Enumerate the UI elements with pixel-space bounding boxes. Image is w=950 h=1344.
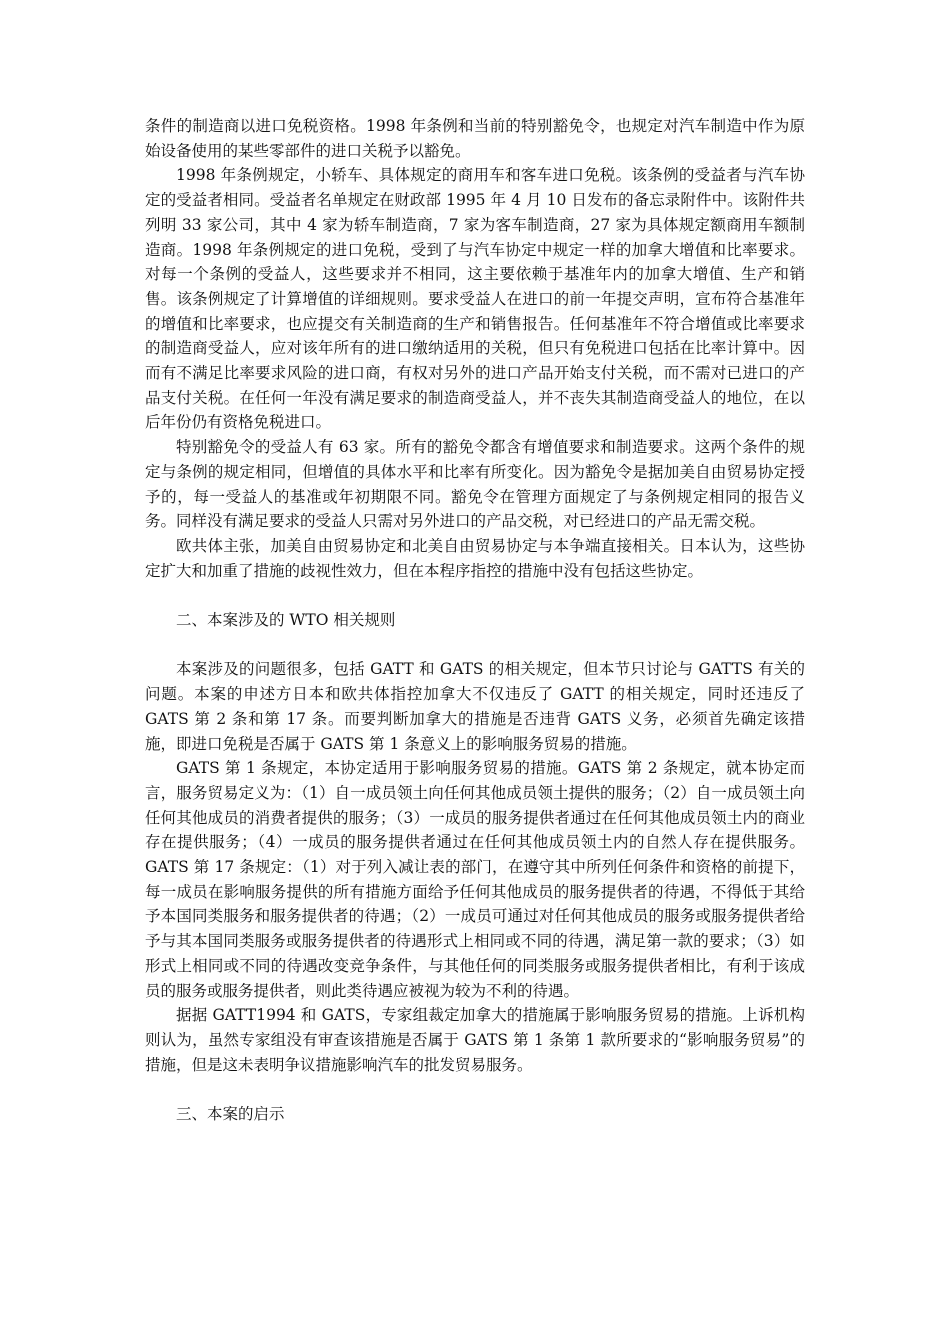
section-heading-implications: 三、本案的启示: [176, 1105, 285, 1124]
paragraph-continuation: 条件的制造商以进口免税资格。1998 年条例和当前的特别豁免令，也规定对汽车制造中作为原始设备使用的某些零部件的进口关税予以豁免。: [145, 117, 805, 160]
paragraph-panel-ruling: 据据 GATT1994 和 GATS，专家组裁定加拿大的措施属于影响服务贸易的措施。上诉机构则认为，虽然专家组没有审查该措施是否属于 GATS 第 1 条第 1 款所要求的“影响服务贸易”的措施，但是这未表明争议措施影响汽车的批发贸易服务。: [145, 1006, 805, 1074]
paragraph-1998-regulation: 1998 年条例规定，小轿车、具体规定的商用车和客车进口免税。该条例的受益者与汽车协定的受益者相同。受益者名单规定在财政部 1995 年 4 月 10 日发布的备忘录附件中。该附件共列明 33 家公司，其中 4 家为轿车制造商，7 家为客车制造商，27 家为具体规定额商用车额制造商。1998 年条例规定的进口免税，受到了与汽车协定中规定一样的加拿大增值和比率要求。对每一个条例的受益人，这些要求并不相同，这主要依赖于基准年内的加拿大增值、生产和销售。该条例规定了计算增值的详细规则。要求受益人在进口的前一年提交声明，宣布符合基准年的增值和比率要求，也应提交有关制造商的生产和销售报告。任何基准年不符合增值或比率要求的制造商受益人，应对该年所有的进口缴纳适用的关税，但只有免税进口包括在比率计算中。因而有不满足比率要求风险的进口商，有权对另外的进口产品开始支付关税，而不需对已进口的产品支付关税。在任何一年没有满足要求的制造商受益人，并不丧失其制造商受益人的地位，在以后年份仍有资格免税进口。: [145, 166, 805, 432]
paragraph-ec-japan-position: 欧共体主张，加美自由贸易协定和北美自由贸易协定与本争端直接相关。日本认为，这些协定扩大和加重了措施的歧视性效力，但在本程序指控的措施中没有包括这些协定。: [145, 536, 805, 580]
spacer: [145, 1077, 805, 1102]
paragraph-gats-issues: 本案涉及的问题很多，包括 GATT 和 GATS 的相关规定，但本节只讨论与 GATTS 有关的问题。本案的申述方日本和欧共体指控加拿大不仅违反了 GATT 的相关规定，同时还违反了 GATS 第 2 条和第 17 条。而要判断加拿大的措施是否违背 GATS 义务，必须首先确定该措施，即进口免税是否属于 GATS 第 1 条意义上的影响服务贸易的措施。: [145, 660, 805, 753]
spacer: [145, 633, 805, 658]
section-heading-wto-rules: 二、本案涉及的 WTO 相关规则: [176, 611, 396, 630]
spacer: [145, 583, 805, 608]
document-page: [145, 114, 805, 1127]
paragraph-gats-articles: GATS 第 1 条规定，本协定适用于影响服务贸易的措施。GATS 第 2 条规定，就本协定而言，服务贸易定义为：（1）自一成员领土向任何其他成员领土提供的服务；（2）自一成员领土向任何其他成员的消费者提供的服务；（3）一成员的服务提供者通过在任何其他成员领土内的商业存在提供服务；（4）一成员的服务提供者通过在任何其他成员领土内的自然人存在提供服务。GATS 第 17 条规定：（1）对于列入减让表的部门，在遵守其中所列任何条件和资格的前提下，每一成员在影响服务提供的所有措施方面给予任何其他成员的服务提供者的待遇，不得低于其给予本国同类服务和服务提供者的待遇；（2）一成员可通过对任何其他成员的服务或服务提供者给予与其本国同类服务或服务提供者的待遇形式上相同或不同的待遇，满足第一款的要求；（3）如形式上相同或不同的待遇改变竞争条件，与其他任何的同类服务或服务提供者相比，有利于该成员的服务或服务提供者，则此类待遇应被视为较为不利的待遇。: [145, 759, 805, 1000]
paragraph-special-remission-orders: 特别豁免令的受益人有 63 家。所有的豁免令都含有增值要求和制造要求。这两个条件的规定与条例的规定相同，但增值的具体水平和比率有所变化。因为豁免令是据加美自由贸易协定授予的，每一受益人的基准或年初期限不同。豁免令在管理方面规定了与条例规定相同的报告义务。同样没有满足要求的受益人只需对另外进口的产品交税，对已经进口的产品无需交税。: [145, 438, 805, 531]
